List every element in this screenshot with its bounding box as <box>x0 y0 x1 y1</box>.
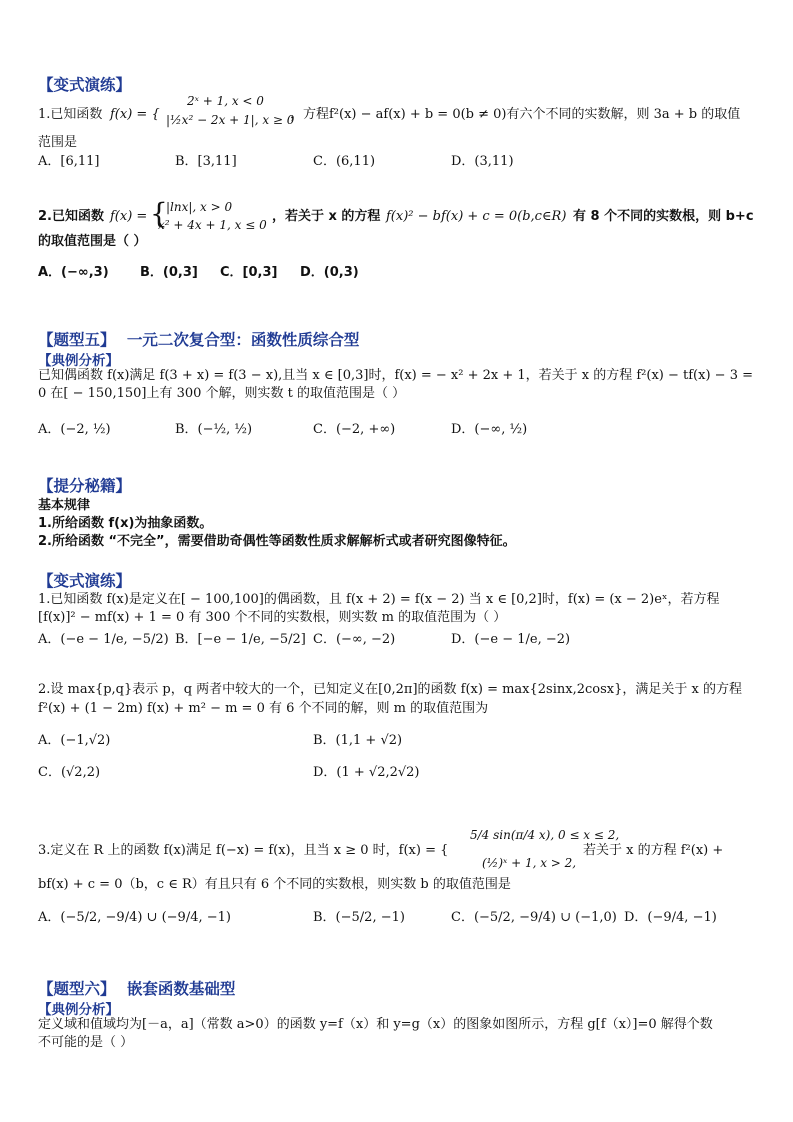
ex5-option-a: A．(−2, ½) <box>38 422 111 437</box>
type-5-title: 一元二次复合型：函数性质综合型 <box>126 331 360 349</box>
section-heading-tips: 【提分秘籍】 <box>38 477 132 495</box>
example-analysis-heading: 【典例分析】 <box>38 353 119 369</box>
q2-lead: 2.已知函数 <box>38 209 104 224</box>
q5-line2: bf(x) + c = 0（b，c ∈ R）有且只有 6 个不同的实数根，则实数 b 的取值范围是 <box>38 877 511 892</box>
q1-option-d: D．(3,11) <box>451 154 514 169</box>
q1-option-b: B．[3,11] <box>175 154 237 169</box>
q1-condition: ，方程f²(x) − af(x) + b = 0(b ≠ 0)有六个不同的实数解，则 3a + b 的取值 <box>290 107 741 122</box>
q3-option-d: D．(−e − 1/e, −2) <box>451 632 571 647</box>
q4-line1: 2.设 max{p,q}表示 p，q 两者中较大的一个，已知定义在[0,2π]的函数 f(x) = max{2sinx,2cosx}，满足关于 x 的方程 <box>38 682 742 697</box>
section-heading-variant-practice: 【变式演练】 <box>38 76 132 94</box>
ex5-option-c: C．(−2, +∞) <box>313 422 396 437</box>
q2-option-d: D．(0,3) <box>300 265 359 280</box>
section-heading-variant-practice-2: 【变式演练】 <box>38 572 132 590</box>
q3-line1: 1.已知函数 f(x)是定义在[ − 100,100]的偶函数，且 f(x + 2) = f(x − 2) 当 x ∈ [0,2]时，f(x) = (x − 2)eˣ，若方程 <box>38 592 720 607</box>
q2-fx: f(x) = <box>110 209 148 224</box>
tips-rule-2: 2.所给函数 “不完全”，需要借助奇偶性等函数性质求解解析式或者研究图像特征。 <box>38 534 516 549</box>
section-heading-type-5 <box>38 328 359 350</box>
q5-condition: 若关于 x 的方程 f²(x) + <box>583 843 724 858</box>
q3-option-c: C．(−∞, −2) <box>313 632 396 647</box>
q2-option-c: C．[0,3] <box>220 265 278 280</box>
q1-option-c: C．(6,11) <box>313 154 376 169</box>
q2-option-a: A．(−∞,3) <box>38 265 109 280</box>
q5-option-d: D．(−9/4, −1) <box>624 910 717 925</box>
q2-piece1: |lnx|, x > 0 <box>166 200 233 214</box>
q5-piece2: (½)ˣ + 1, x > 2, <box>482 856 577 870</box>
ex5-option-d: D．(−∞, ½) <box>451 422 528 437</box>
q4-option-b: B．(1,1 + √2) <box>313 733 403 748</box>
q3-option-a: A．(−e − 1/e, −5/2) <box>38 632 169 647</box>
q1-lead: 1.已知函数 <box>38 107 103 122</box>
ex6-line1: 定义域和值域均为[－a，a]（常数 a>0）的函数 y=f（x）和 y=g（x）的图象如图所示，方程 g[f（x）]=0 解得个数 <box>38 1017 713 1032</box>
q4-option-d: D．(1 + √2,2√2) <box>313 765 420 780</box>
type-6-label: 【题型六】 <box>38 980 116 998</box>
q2-brace-icon: { <box>150 197 168 230</box>
q1-option-a: A．[6,11] <box>38 154 100 169</box>
q1-fx: f(x) = { <box>110 107 160 122</box>
example-analysis-heading-2: 【典例分析】 <box>38 1002 119 1018</box>
section-heading-type-6 <box>38 977 235 999</box>
q4-option-c: C．(√2,2) <box>38 765 101 780</box>
q2-piece2: x² + 4x + 1, x ≤ 0 <box>158 218 267 232</box>
ex5-line2: 0 在[ − 150,150]上有 300 个解，则实数 t 的取值范围是（ ） <box>38 386 406 401</box>
q4-option-a: A．(−1,√2) <box>38 733 111 748</box>
q5-piece1: 5/4 sin(π/4 x), 0 ≤ x ≤ 2, <box>470 828 620 842</box>
q3-option-b: B．[−e − 1/e, −5/2] <box>175 632 306 647</box>
q4-line2: f²(x) + (1 − 2m) f(x) + m² − m = 0 有 6 个不同的解，则 m 的取值范围为 <box>38 701 489 716</box>
q2-equation: f(x)² − bf(x) + c = 0(b,c∈R) <box>386 209 567 224</box>
type-5-label: 【题型五】 <box>38 331 116 349</box>
q3-line2: [f(x)]² − mf(x) + 1 = 0 有 300 个不同的实数根，则实数 m 的取值范围为（ ） <box>38 610 507 625</box>
ex5-line1: 已知偶函数 f(x)满足 f(3 + x) = f(3 − x),且当 x ∈ [0,3]时，f(x) = − x² + 2x + 1，若关于 x 的方程 f²(x) − tf(x) − 3 = <box>38 368 753 383</box>
tips-rule-1: 1.所给函数 f(x)为抽象函数。 <box>38 516 213 531</box>
q5-option-c: C．(−5/2, −9/4) ∪ (−1,0) <box>451 910 617 925</box>
q2-condition-2: 有 8 个不同的实数根，则 b+c <box>573 209 754 224</box>
q1-piece1: 2ˣ + 1, x < 0 <box>187 94 264 108</box>
ex5-option-b: B．(−½, ½) <box>175 422 253 437</box>
ex6-line2: 不可能的是（ ） <box>38 1035 134 1050</box>
q1-piece2: |½x² − 2x + 1|, x ≥ 0 <box>166 113 295 127</box>
q1-line2: 范围是 <box>38 135 78 150</box>
q2-option-b: B．(0,3] <box>140 265 198 280</box>
q2-line2: 的取值范围是（ ） <box>38 234 147 249</box>
tips-rule-title: 基本规律 <box>38 498 91 513</box>
q5-option-a: A．(−5/2, −9/4) ∪ (−9/4, −1) <box>38 910 231 925</box>
q5-lead: 3.定义在 R 上的函数 f(x)满足 f(−x) = f(x)，且当 x ≥ 0 时，f(x) = { <box>38 843 449 858</box>
type-6-title: 嵌套函数基础型 <box>126 980 236 998</box>
q2-condition: ，若关于 x 的方程 <box>272 209 381 224</box>
q5-option-b: B．(−5/2, −1) <box>313 910 405 925</box>
